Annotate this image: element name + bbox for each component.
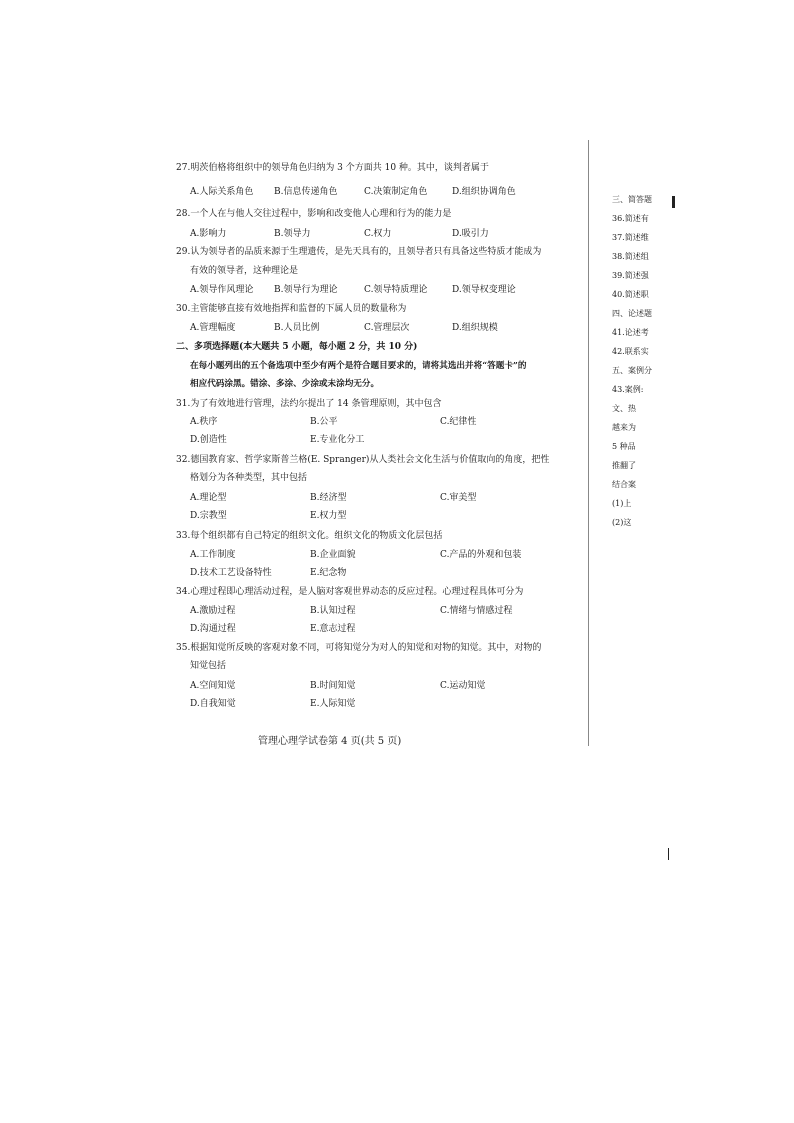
- q34-option-c: C.情绪与情感过程: [440, 606, 513, 616]
- q32-option-a: A.理论型: [190, 493, 227, 503]
- page-divider: [588, 140, 589, 746]
- q31-option-b: B.公平: [310, 417, 338, 427]
- q34-option-d: D.沟通过程: [190, 624, 236, 634]
- next-page-fragment: [612, 190, 672, 532]
- q30-option-a: A.管理幅度: [190, 323, 236, 333]
- side-line: 结合案: [612, 480, 636, 489]
- question-32-stem: 32.德国教育家、哲学家斯普兰格(E. Spranger)从人类社会文化生活与价值取向的角度，把性: [176, 455, 550, 465]
- q29-option-b: B.领导行为理论: [274, 285, 338, 295]
- q32-option-b: B.经济型: [310, 493, 347, 503]
- side-line: 五、案例分: [612, 366, 652, 375]
- side-line: (2)这: [612, 518, 632, 527]
- q29-option-d: D.领导权变理论: [452, 285, 516, 295]
- q27-option-a: A.人际关系角色: [190, 187, 254, 197]
- question-31-stem: 31.为了有效地进行管理，法约尔提出了 14 条管理原则，其中包含: [176, 399, 442, 409]
- q34-option-b: B.认知过程: [310, 606, 356, 616]
- question-35-stem: 35.根据知觉所反映的客观对象不同，可将知觉分为对人的知觉和对物的知觉。其中，对物的: [176, 643, 542, 653]
- question-29-stem-cont: 有效的领导者，这种理论是: [190, 266, 299, 276]
- q28-option-b: B.领导力: [274, 229, 311, 239]
- q34-option-e: E.意志过程: [310, 624, 356, 634]
- q33-option-c: C.产品的外观和包装: [440, 550, 522, 560]
- q31-option-d: D.创造性: [190, 435, 227, 445]
- side-line: 5 种品: [612, 442, 636, 451]
- q27-option-d: D.组织协调角色: [452, 187, 516, 197]
- side-line: 36.简述有: [612, 214, 649, 223]
- q27-option-b: B.信息传递角色: [274, 187, 338, 197]
- q34-option-a: A.激励过程: [190, 606, 236, 616]
- side-line: (1)上: [612, 499, 632, 508]
- section-2-instructions: 在每小题列出的五个备选项中至少有两个是符合题目要求的，请将其选出并将“答题卡”的: [190, 361, 527, 371]
- side-line: 三、简答题: [612, 195, 652, 204]
- q32-option-e: E.权力型: [310, 511, 347, 521]
- q35-option-d: D.自我知觉: [190, 699, 236, 709]
- side-line: 越来为: [612, 423, 636, 432]
- q32-option-d: D.宗教型: [190, 511, 227, 521]
- q27-option-c: C.决策制定角色: [364, 187, 428, 197]
- page-footer: 管理心理学试卷第 4 页(共 5 页): [258, 736, 402, 747]
- q29-option-c: C.领导特质理论: [364, 285, 428, 295]
- q28-option-d: D.吸引力: [452, 229, 489, 239]
- side-line: 38.简述组: [612, 252, 649, 261]
- question-30-stem: 30.主管能够直接有效地指挥和监督的下属人员的数量称为: [176, 304, 407, 314]
- side-line: 四、论述题: [612, 309, 652, 318]
- question-34-stem: 34.心理过程即心理活动过程，是人脑对客观世界动态的反应过程。心理过程具体可分为: [176, 587, 524, 597]
- q35-option-e: E.人际知觉: [310, 699, 356, 709]
- side-line: 40.简述职: [612, 290, 649, 299]
- q31-option-c: C.纪律性: [440, 417, 477, 427]
- section-2-title: 二、多项选择题(本大题共 5 小题，每小题 2 分，共 10 分): [176, 342, 418, 352]
- question-27-stem: 27.明茨伯格将组织中的领导角色归纳为 3 个方面共 10 种。其中，谈判者属于: [176, 163, 489, 173]
- side-line: 42.联系实: [612, 347, 649, 356]
- question-28-stem: 28.一个人在与他人交往过程中，影响和改变他人心理和行为的能力是: [176, 209, 452, 219]
- q31-option-a: A.秩序: [190, 417, 218, 427]
- q33-option-a: A.工作制度: [190, 550, 236, 560]
- q33-option-e: E.纪念物: [310, 568, 347, 578]
- section-2-instructions-cont: 相应代码涂黑。错涂、多涂、少涂或未涂均无分。: [190, 379, 380, 389]
- q30-option-b: B.人员比例: [274, 323, 320, 333]
- q35-option-a: A.空间知觉: [190, 681, 236, 691]
- q30-option-d: D.组织规模: [452, 323, 498, 333]
- q33-option-b: B.企业面貌: [310, 550, 356, 560]
- side-line: 推翻了: [612, 461, 636, 470]
- side-line: 43.案例:: [612, 385, 644, 394]
- side-line: 41.论述考: [612, 328, 649, 337]
- question-29-stem: 29.认为领导者的品质来源于生理遗传，是先天具有的，且领导者只有具备这些特质才能成为: [176, 247, 542, 257]
- question-33-stem: 33.每个组织都有自己特定的组织文化。组织文化的物质文化层包括: [176, 531, 443, 541]
- q28-option-c: C.权力: [364, 229, 392, 239]
- q35-option-b: B.时间知觉: [310, 681, 356, 691]
- q35-option-c: C.运动知觉: [440, 681, 486, 691]
- side-line: 文、热: [612, 404, 636, 413]
- q31-option-e: E.专业化分工: [310, 435, 365, 445]
- scan-mark: [672, 196, 675, 208]
- side-line: 39.简述强: [612, 271, 649, 280]
- q28-option-a: A.影响力: [190, 229, 227, 239]
- side-line: 37.简述维: [612, 233, 649, 242]
- question-35-stem-cont: 知觉包括: [190, 661, 227, 671]
- scan-mark: [668, 848, 669, 860]
- q32-option-c: C.审美型: [440, 493, 477, 503]
- question-32-stem-cont: 格划分为各种类型，其中包括: [190, 473, 308, 483]
- q33-option-d: D.技术工艺设备特性: [190, 568, 272, 578]
- q29-option-a: A.领导作风理论: [190, 285, 254, 295]
- q30-option-c: C.管理层次: [364, 323, 410, 333]
